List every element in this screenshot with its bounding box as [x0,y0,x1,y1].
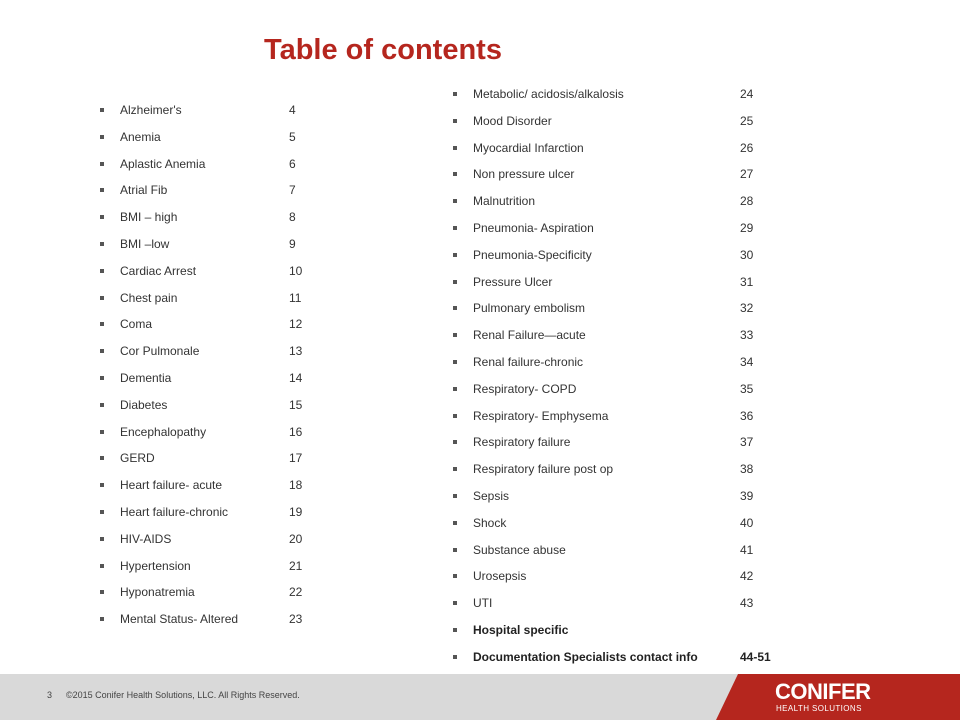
bullet-icon [100,135,104,139]
toc-entry-label: Documentation Specialists contact info [473,649,698,664]
toc-entry-page: 41 [740,542,754,557]
bullet-icon [100,456,104,460]
toc-entry-page: 4 [289,103,296,117]
toc-entry-label: Non pressure ulcer [473,167,575,182]
toc-entry-page: 39 [740,489,754,503]
toc-entry-label: Hospital specific [473,623,569,637]
toc-entry-label: Myocardial Infarction [473,140,584,155]
bullet-icon [453,414,457,418]
page-title: Table of contents [264,34,502,66]
toc-entry-page: 9 [289,237,296,251]
logo-tagline: HEALTH SOLUTIONS [776,704,862,713]
toc-entry-page: 27 [740,167,754,182]
toc-entry-page: 36 [740,408,754,423]
toc-entry-label: Alzheimer's [120,103,182,117]
bullet-icon [453,601,457,605]
toc-entry-label: Mental Status- Altered [120,612,239,627]
toc-entry-label: Shock [473,515,507,530]
bullet-icon [453,199,457,203]
toc-entry-page: 26 [740,140,754,155]
bullet-icon [453,226,457,230]
toc-entry-page: 32 [740,301,754,316]
toc-entry-label: Anemia [120,129,161,144]
toc-entry-page: 37 [740,435,754,450]
toc-entry-page: 30 [740,247,754,262]
bullet-icon [453,333,457,337]
toc-entry-label: UTI [473,596,493,611]
toc-entry-label: Malnutrition [473,194,536,209]
slide-number: 3 [47,690,53,700]
toc-entry-label: Pneumonia- Aspiration [473,221,594,235]
bullet-icon [100,188,104,192]
bullet-icon [100,564,104,568]
bullet-icon [453,172,457,176]
toc-entry-label: Pressure Ulcer [473,274,553,289]
bullet-icon [453,655,457,659]
toc-entry-label: Heart failure-chronic [120,505,229,519]
bullet-icon [100,510,104,514]
toc-entry-label: Chest pain [120,290,178,305]
bullet-icon [100,269,104,273]
bullet-icon [100,617,104,621]
bullet-icon [453,92,457,96]
bullet-icon [100,322,104,326]
toc-entry-label: Renal failure-chronic [473,355,584,369]
bullet-icon [100,242,104,246]
toc-entry-label: Respiratory failure [473,435,571,450]
toc-entry-label: Respiratory- Emphysema [473,408,609,423]
bullet-icon [453,521,457,525]
toc-entry-page: 5 [289,129,296,144]
toc-entry-page: 33 [740,328,754,343]
toc-entry-label: Encephalopathy [120,424,207,439]
toc-entry-label: Diabetes [120,397,168,412]
toc-entry-label: Hypertension [120,558,191,573]
toc-entry-label: Mood Disorder [473,113,552,128]
toc-entry-page: 6 [289,156,296,171]
toc-entry-label: Respiratory failure post op [473,462,614,477]
toc-entry-page: 43 [740,596,754,611]
toc-entry-label: Pneumonia-Specificity [473,247,592,262]
bullet-icon [100,215,104,219]
toc-entry-label: Pulmonary embolism [473,301,586,316]
toc-entry-label: Dementia [120,371,172,385]
toc-entry-page: 17 [289,451,303,466]
bullet-icon [453,548,457,552]
toc-entry-page: 15 [289,397,303,412]
toc-entry-label: HIV-AIDS [120,531,172,546]
bullet-icon [100,296,104,300]
bullet-icon [453,440,457,444]
toc-entry-label: Aplastic Anemia [120,156,206,171]
bullet-icon [100,403,104,407]
toc-entry-page: 13 [289,344,303,359]
toc-entry-page: 21 [289,558,303,573]
toc-entry-label: Cardiac Arrest [120,263,197,278]
toc-entry-page: 35 [740,381,754,396]
bullet-icon [100,108,104,112]
toc-entry-page: 31 [740,274,754,289]
footer-bar [0,674,960,720]
bullet-icon [453,628,457,632]
toc-entry-label: Respiratory- COPD [473,381,577,396]
toc-entry-label: Substance abuse [473,542,566,557]
bullet-icon [453,494,457,498]
logo-wordmark: CONIFER [775,679,871,704]
toc-entry-label: BMI –low [120,237,170,251]
toc-entry-page: 42 [740,569,754,584]
toc-entry-page: 16 [289,424,303,439]
toc-entry-page: 12 [289,317,303,332]
toc-entry-label: Metabolic/ acidosis/alkalosis [473,87,624,101]
toc-entry-page: 40 [740,515,754,530]
toc-entry-page: 20 [289,531,303,546]
copyright-text: ©2015 Conifer Health Solutions, LLC. All Rights Reserved. [66,690,300,700]
toc-entry-label: Cor Pulmonale [120,344,200,359]
bullet-icon [100,162,104,166]
toc-entry-label: BMI – high [120,210,178,225]
toc-entry-page: 8 [289,210,296,225]
bullet-icon [100,376,104,380]
toc-entry-label: Hyponatremia [120,585,195,600]
toc-entry-label: Sepsis [473,489,510,503]
toc-entry-label: Heart failure- acute [120,478,223,493]
bullet-icon [453,119,457,123]
toc-entry-page: 10 [289,263,303,278]
bullet-icon [453,280,457,284]
toc-entry-label: Atrial Fib [120,183,168,198]
toc-entry-page: 44-51 [740,649,771,664]
toc-entry-label: Urosepsis [473,569,527,584]
toc-entry-page: 28 [740,194,754,209]
bullet-icon [100,349,104,353]
toc-entry-page: 38 [740,462,754,477]
toc-entry-page: 29 [740,221,754,235]
bullet-icon [100,483,104,487]
bullet-icon [453,146,457,150]
toc-entry-page: 18 [289,478,303,493]
toc-entry-label: Renal Failure—acute [473,328,586,343]
bullet-icon [453,253,457,257]
bullet-icon [100,430,104,434]
bullet-icon [100,537,104,541]
toc-entry-page: 34 [740,355,754,369]
toc-entry-page: 25 [740,113,754,128]
conifer-logo [775,680,895,716]
toc-entry-page: 7 [289,183,296,198]
toc-entry-label: Coma [120,317,153,332]
toc-entry-page: 24 [740,87,754,101]
bullet-icon [453,306,457,310]
toc-entry-label: GERD [120,451,155,466]
bullet-icon [100,590,104,594]
toc-entry-page: 11 [289,290,302,305]
bullet-icon [453,467,457,471]
toc-entry-page: 14 [289,371,303,385]
toc-entry-page: 22 [289,585,303,600]
toc-entry-page: 23 [289,612,303,627]
bullet-icon [453,360,457,364]
bullet-icon [453,574,457,578]
bullet-icon [453,387,457,391]
toc-entry-page: 19 [289,505,303,519]
